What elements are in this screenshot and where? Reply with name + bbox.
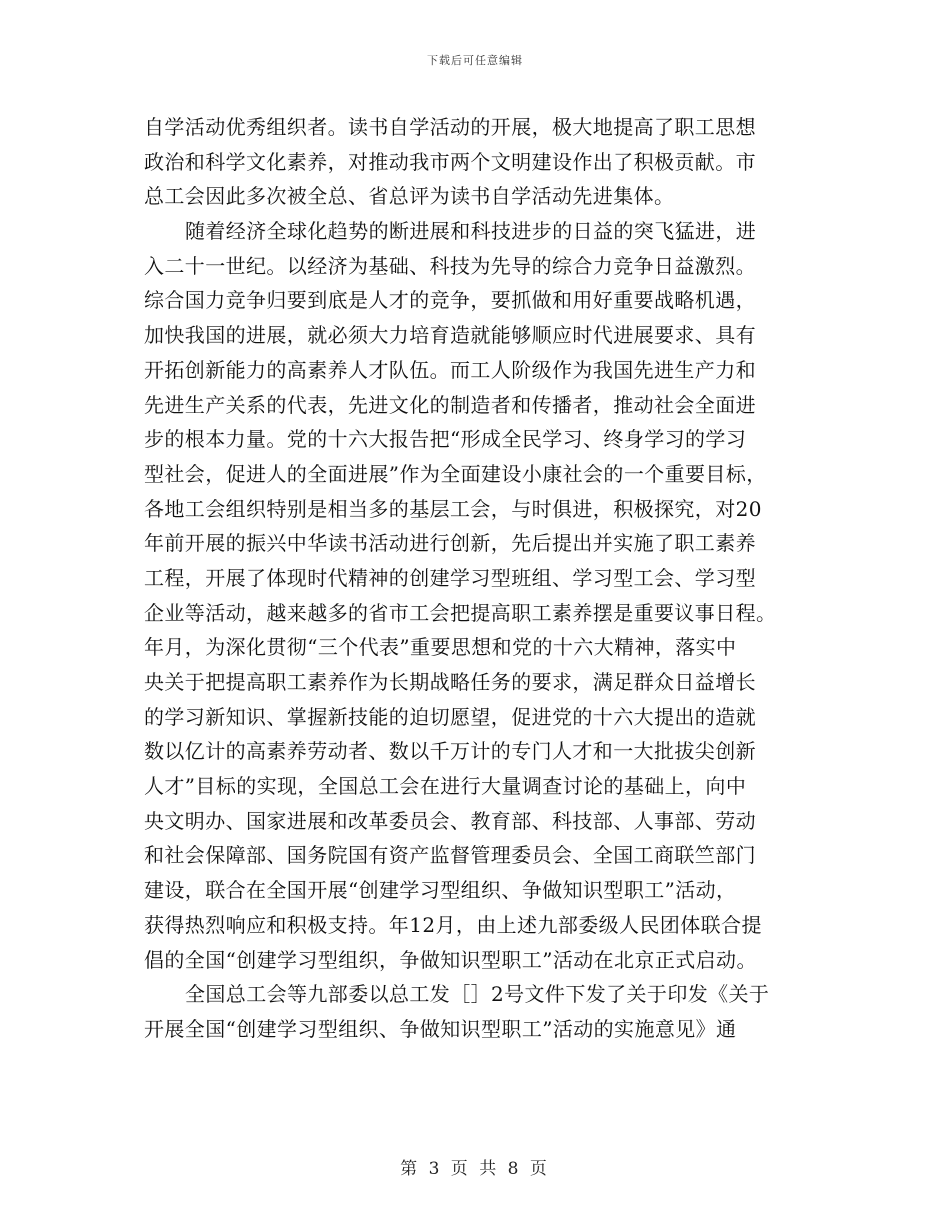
body-line: 总工会因此多次被全总、省总评为读书自学活动先进集体。: [144, 184, 675, 209]
body-line: 的学习新知识、掌握新技能的迫切愿望，促进党的十六大提出的造就: [144, 704, 756, 729]
body-line: 入二十一世纪。以经济为基础、科技为先导的综合力竞争日益激烈。: [144, 253, 756, 278]
body-line: 加快我国的进展，就必须大力培育造就能够顺应时代进展要求、具有: [144, 323, 756, 348]
page-number: 第 3 页 共 8 页: [400, 1159, 550, 1179]
body-line: 获得热烈响应和积极支持。年12月，由上述九部委级人民团体联合提: [144, 912, 762, 937]
body-line: 政治和科学文化素养，对推动我市两个文明建设作出了积极贡献。市: [144, 149, 756, 174]
body-line: 开拓创新能力的高素养人才队伍。而工人阶级作为我国先进生产力和: [144, 357, 756, 382]
body-line: 企业等活动，越来越多的省市工会把提高职工素养摆是重要议事日程。: [144, 600, 777, 625]
body-line: 倡的全国“创建学习型组织，争做知识型职工”活动在北京正式启动。: [144, 947, 757, 972]
body-line: 年前开展的振兴中华读书活动进行创新，先后提出并实施了职工素养: [144, 531, 756, 556]
body-line: 综合国力竞争归要到底是人才的竞争，要抓做和用好重要战略机遇，: [144, 288, 756, 313]
body-line: 各地工会组织特别是相当多的基层工会，与时俱进，积极探究，对20: [144, 496, 762, 521]
body-line: 步的根本力量。党的十六大报告把“形成全民学习、终身学习的学习: [144, 427, 747, 452]
body-line: 建设，联合在全国开展“创建学习型组织、争做知识型职工”活动，: [144, 878, 737, 903]
body-line: 人才”目标的实现，全国总工会在进行大量调查讨论的基础上，向中: [144, 774, 747, 799]
body-line: 数以亿计的高素养劳动者、数以千万计的专门人才和一大批拔尖创新: [144, 739, 756, 764]
body-line: 工程，开展了体现时代精神的创建学习型班组、学习型工会、学习型: [144, 565, 756, 590]
body-line: 和社会保障部、国务院国有资产监督管理委员会、全国工商联竺部门: [144, 843, 756, 868]
body-line: 自学活动优秀组织者。读书自学活动的开展，极大地提高了职工思想: [144, 115, 756, 139]
page-header-note: 下载后可任意编辑: [427, 54, 523, 67]
body-line: 年月，为深化贯彻“三个代表”重要思想和党的十六大精神，落实中: [144, 635, 737, 660]
paragraph-start-line: 全国总工会等九部委以总工发［］2号文件下发了关于印发《关于: [185, 982, 770, 1007]
body-line: 先进生产关系的代表，先进文化的制造者和传播者，推动社会全面进: [144, 392, 756, 417]
body-line: 型社会，促进人的全面进展”作为全面建设小康社会的一个重要目标，: [144, 461, 767, 486]
body-line: 央关于把提高职工素养作为长期战略任务的要求，满足群众日益增长: [144, 670, 756, 694]
body-line: 开展全国“创建学习型组织、争做知识型职工”活动的实施意见》通: [144, 1016, 737, 1041]
body-line: 央文明办、国家进展和改革委员会、教育部、科技部、人事部、劳动: [144, 808, 756, 833]
document-body: [144, 110, 806, 1047]
paragraph-start-line: 随着经济全球化趋势的断进展和科技进步的日益的突飞猛进，进: [185, 219, 757, 244]
